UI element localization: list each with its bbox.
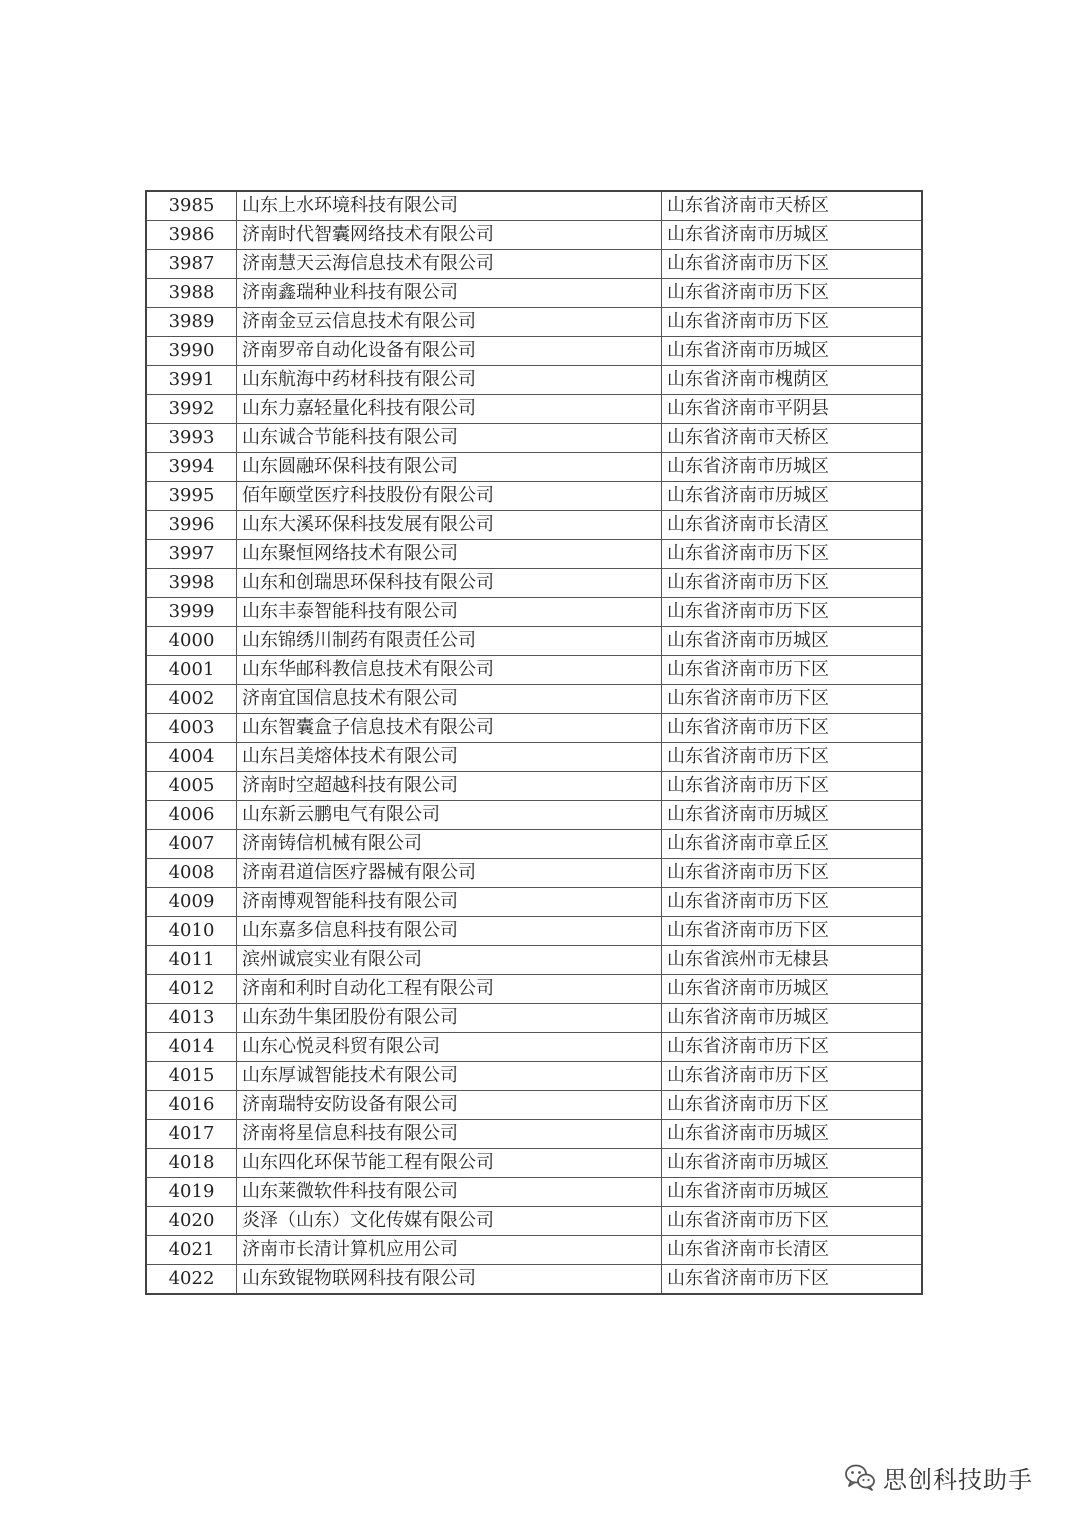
company-location: 山东省济南市平阴县 <box>662 395 923 424</box>
table-row <box>146 656 922 685</box>
table-row <box>146 1149 922 1178</box>
table-row <box>146 453 922 482</box>
row-number: 4007 <box>146 830 237 859</box>
row-number: 3991 <box>146 366 237 395</box>
row-number: 3993 <box>146 424 237 453</box>
table-row <box>146 1033 922 1062</box>
company-name: 滨州诚宸实业有限公司 <box>237 946 662 975</box>
row-number: 3990 <box>146 337 237 366</box>
company-name: 山东新云鹏电气有限公司 <box>237 801 662 830</box>
row-number: 4013 <box>146 1004 237 1033</box>
company-name: 山东丰泰智能科技有限公司 <box>237 598 662 627</box>
company-name: 山东智囊盒子信息技术有限公司 <box>237 714 662 743</box>
row-number: 4005 <box>146 772 237 801</box>
row-number: 4009 <box>146 888 237 917</box>
row-number: 3987 <box>146 250 237 279</box>
table-row <box>146 191 922 221</box>
table-row <box>146 830 922 859</box>
company-name: 山东圆融环保科技有限公司 <box>237 453 662 482</box>
table-row <box>146 946 922 975</box>
row-number: 3999 <box>146 598 237 627</box>
row-number: 4008 <box>146 859 237 888</box>
company-location: 山东省济南市历城区 <box>662 482 923 511</box>
table-row <box>146 598 922 627</box>
company-name: 炎泽（山东）文化传媒有限公司 <box>237 1207 662 1236</box>
table-row <box>146 975 922 1004</box>
company-name: 山东心悦灵科贸有限公司 <box>237 1033 662 1062</box>
company-location: 山东省济南市历城区 <box>662 975 923 1004</box>
table-row <box>146 1091 922 1120</box>
company-name: 山东劲牛集团股份有限公司 <box>237 1004 662 1033</box>
company-name: 济南罗帝自动化设备有限公司 <box>237 337 662 366</box>
row-number: 4020 <box>146 1207 237 1236</box>
table-row <box>146 1120 922 1149</box>
table-row <box>146 250 922 279</box>
company-name: 山东厚诚智能技术有限公司 <box>237 1062 662 1091</box>
table-row <box>146 1236 922 1265</box>
table-row <box>146 888 922 917</box>
company-location: 山东省济南市槐荫区 <box>662 366 923 395</box>
row-number: 4010 <box>146 917 237 946</box>
company-location: 山东省济南市历城区 <box>662 1149 923 1178</box>
company-name: 山东锦绣川制药有限责任公司 <box>237 627 662 656</box>
row-number: 4003 <box>146 714 237 743</box>
row-number: 4002 <box>146 685 237 714</box>
company-name: 山东聚恒网络技术有限公司 <box>237 540 662 569</box>
company-location: 山东省济南市历城区 <box>662 627 923 656</box>
company-name: 山东和创瑞思环保科技有限公司 <box>237 569 662 598</box>
table-row <box>146 540 922 569</box>
company-name: 山东上水环境科技有限公司 <box>237 191 662 221</box>
company-location: 山东省济南市天桥区 <box>662 191 923 221</box>
company-name: 佰年颐堂医疗科技股份有限公司 <box>237 482 662 511</box>
watermark <box>843 1457 1033 1497</box>
company-location: 山东省济南市历城区 <box>662 337 923 366</box>
company-name: 山东莱微软件科技有限公司 <box>237 1178 662 1207</box>
company-name: 济南市长清计算机应用公司 <box>237 1236 662 1265</box>
row-number: 4016 <box>146 1091 237 1120</box>
table-row <box>146 1178 922 1207</box>
table-row <box>146 511 922 540</box>
company-location: 山东省济南市历城区 <box>662 1004 923 1033</box>
company-location: 山东省济南市历下区 <box>662 1091 923 1120</box>
company-name: 济南和利时自动化工程有限公司 <box>237 975 662 1004</box>
row-number: 4019 <box>146 1178 237 1207</box>
company-location: 山东省济南市历下区 <box>662 685 923 714</box>
company-location: 山东省济南市历城区 <box>662 453 923 482</box>
company-location: 山东省济南市历下区 <box>662 888 923 917</box>
company-location: 山东省济南市长清区 <box>662 1236 923 1265</box>
row-number: 3989 <box>146 308 237 337</box>
company-location: 山东省济南市历下区 <box>662 308 923 337</box>
company-location: 山东省济南市历下区 <box>662 859 923 888</box>
company-location: 山东省滨州市无棣县 <box>662 946 923 975</box>
row-number: 3998 <box>146 569 237 598</box>
company-location: 山东省济南市历下区 <box>662 598 923 627</box>
company-name: 济南慧天云海信息技术有限公司 <box>237 250 662 279</box>
company-name: 山东四化环保节能工程有限公司 <box>237 1149 662 1178</box>
company-location: 山东省济南市历城区 <box>662 1178 923 1207</box>
watermark-text: 思创科技助手 <box>883 1465 1033 1494</box>
company-name: 山东华邮科教信息技术有限公司 <box>237 656 662 685</box>
company-location: 山东省济南市历下区 <box>662 1033 923 1062</box>
table-row <box>146 366 922 395</box>
company-location: 山东省济南市长清区 <box>662 511 923 540</box>
company-location: 山东省济南市章丘区 <box>662 830 923 859</box>
table-row <box>146 569 922 598</box>
table-row <box>146 1207 922 1236</box>
row-number: 4011 <box>146 946 237 975</box>
table-row <box>146 1004 922 1033</box>
row-number: 4017 <box>146 1120 237 1149</box>
company-name: 山东大溪环保科技发展有限公司 <box>237 511 662 540</box>
company-name: 济南时空超越科技有限公司 <box>237 772 662 801</box>
company-location: 山东省济南市历城区 <box>662 1120 923 1149</box>
company-name: 山东力嘉轻量化科技有限公司 <box>237 395 662 424</box>
table-row <box>146 337 922 366</box>
row-number: 4018 <box>146 1149 237 1178</box>
company-name: 济南宜国信息技术有限公司 <box>237 685 662 714</box>
row-number: 4012 <box>146 975 237 1004</box>
row-number: 4001 <box>146 656 237 685</box>
row-number: 4006 <box>146 801 237 830</box>
company-name: 山东航海中药材科技有限公司 <box>237 366 662 395</box>
company-location: 山东省济南市天桥区 <box>662 424 923 453</box>
table-row <box>146 714 922 743</box>
company-location: 山东省济南市历下区 <box>662 540 923 569</box>
company-location: 山东省济南市历下区 <box>662 743 923 772</box>
row-number: 4000 <box>146 627 237 656</box>
company-name: 济南博观智能科技有限公司 <box>237 888 662 917</box>
table-row <box>146 1062 922 1091</box>
company-location: 山东省济南市历下区 <box>662 1207 923 1236</box>
table-row <box>146 859 922 888</box>
row-number: 3988 <box>146 279 237 308</box>
row-number: 4022 <box>146 1265 237 1295</box>
row-number: 4004 <box>146 743 237 772</box>
company-location: 山东省济南市历下区 <box>662 917 923 946</box>
row-number: 3997 <box>146 540 237 569</box>
company-name: 济南将星信息科技有限公司 <box>237 1120 662 1149</box>
table-row <box>146 482 922 511</box>
table-row <box>146 395 922 424</box>
table-row <box>146 308 922 337</box>
company-name: 济南君道信医疗器械有限公司 <box>237 859 662 888</box>
row-number: 3996 <box>146 511 237 540</box>
company-name: 济南金豆云信息技术有限公司 <box>237 308 662 337</box>
table-row <box>146 801 922 830</box>
row-number: 3986 <box>146 221 237 250</box>
company-name: 山东嘉多信息科技有限公司 <box>237 917 662 946</box>
row-number: 3994 <box>146 453 237 482</box>
company-name: 山东吕美熔体技术有限公司 <box>237 743 662 772</box>
company-name: 济南铸信机械有限公司 <box>237 830 662 859</box>
table-row <box>146 917 922 946</box>
company-location: 山东省济南市历下区 <box>662 279 923 308</box>
table-row <box>146 743 922 772</box>
company-location: 山东省济南市历下区 <box>662 1062 923 1091</box>
row-number: 3992 <box>146 395 237 424</box>
company-location: 山东省济南市历城区 <box>662 801 923 830</box>
row-number: 3995 <box>146 482 237 511</box>
table-row <box>146 221 922 250</box>
table-row <box>146 772 922 801</box>
company-location: 山东省济南市历下区 <box>662 656 923 685</box>
table-row <box>146 685 922 714</box>
row-number: 3985 <box>146 191 237 221</box>
table-row <box>146 279 922 308</box>
table-row <box>146 627 922 656</box>
company-list-table <box>145 190 923 1295</box>
table-body <box>146 191 922 1294</box>
row-number: 4021 <box>146 1236 237 1265</box>
company-name: 山东诚合节能科技有限公司 <box>237 424 662 453</box>
table-row <box>146 424 922 453</box>
company-location: 山东省济南市历下区 <box>662 772 923 801</box>
company-location: 山东省济南市历下区 <box>662 1265 923 1295</box>
row-number: 4014 <box>146 1033 237 1062</box>
company-name: 济南瑞特安防设备有限公司 <box>237 1091 662 1120</box>
company-name: 济南鑫瑞种业科技有限公司 <box>237 279 662 308</box>
wechat-icon <box>843 1460 877 1494</box>
row-number: 4015 <box>146 1062 237 1091</box>
company-location: 山东省济南市历下区 <box>662 250 923 279</box>
company-location: 山东省济南市历下区 <box>662 569 923 598</box>
company-name: 济南时代智囊网络技术有限公司 <box>237 221 662 250</box>
company-location: 山东省济南市历下区 <box>662 714 923 743</box>
company-name: 山东致锟物联网科技有限公司 <box>237 1265 662 1295</box>
table-row <box>146 1265 922 1295</box>
company-location: 山东省济南市历城区 <box>662 221 923 250</box>
